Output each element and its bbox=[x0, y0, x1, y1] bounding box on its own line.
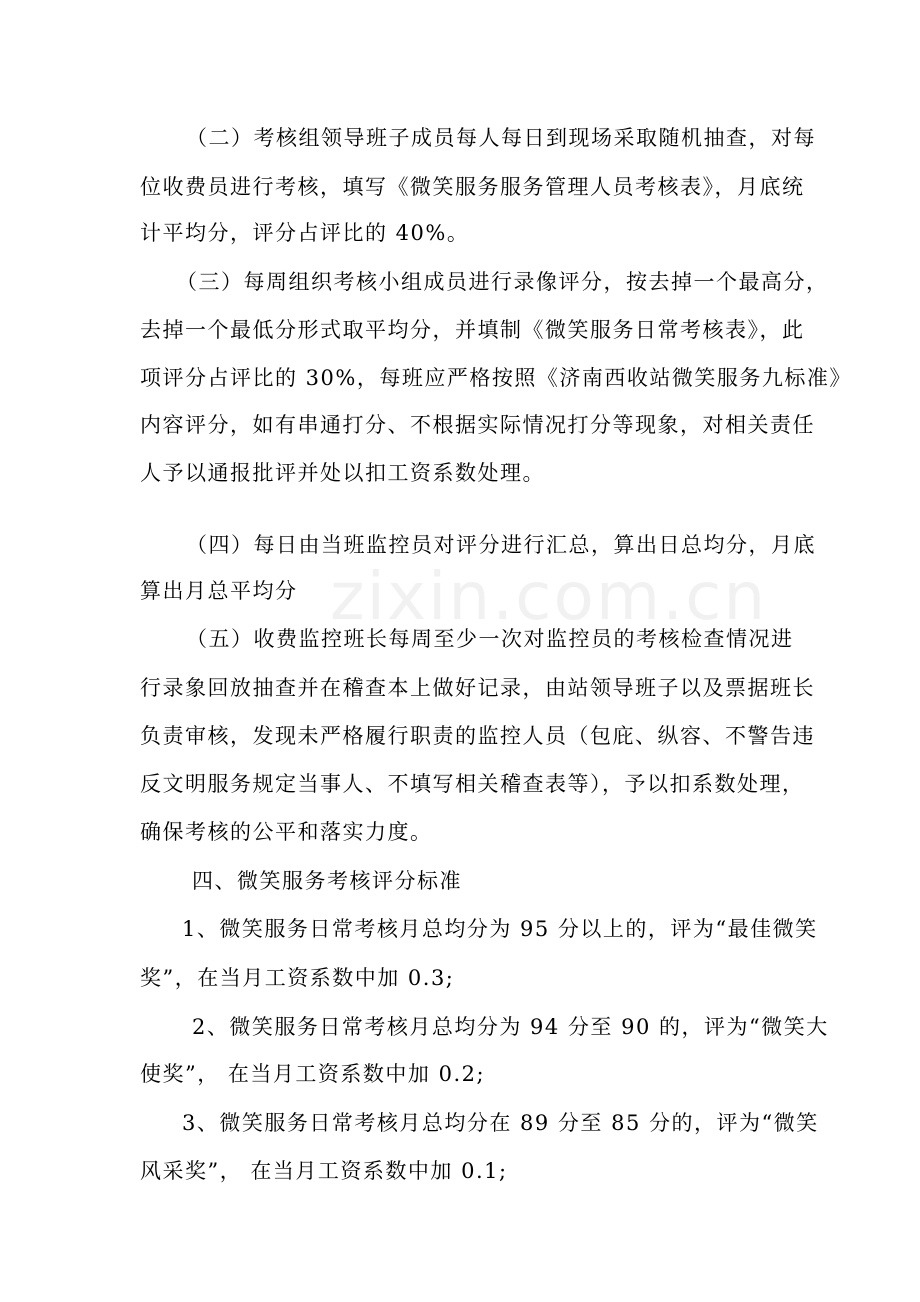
paragraph-5-line-4: 反文明服务规定当事人、不填写相关稽查表等），予以扣系数处理， bbox=[140, 772, 805, 796]
paragraph-4-line-1: （四）每日由当班监控员对评分进行汇总，算出日总均分，月底 bbox=[186, 533, 816, 557]
paragraph-2-line-2: 位收费员进行考核，填写《微笑服务服务管理人员考核表》，月底统 bbox=[140, 175, 805, 199]
criteria-1-line-2: 奖”，在当月工资系数中加 0.3; bbox=[140, 966, 455, 990]
paragraph-5-line-5: 确保考核的公平和落实力度。 bbox=[140, 820, 433, 844]
paragraph-4-line-2: 算出月总平均分 bbox=[140, 579, 298, 603]
criteria-2-line-2: 使奖”， 在当月工资系数中加 0.2; bbox=[140, 1062, 486, 1086]
section-heading: 四、微笑服务考核评分标准 bbox=[192, 869, 462, 893]
criteria-3-line-1: 3、微笑服务日常考核月总均分在 89 分至 85 分的，评为“微笑 bbox=[182, 1111, 819, 1135]
paragraph-3-line-3: 项评分占评比的 30%，每班应严格按照《济南西收站微笑服务九标准》 bbox=[140, 366, 852, 390]
paragraph-2-line-3: 计平均分，评分占评比的 40%。 bbox=[140, 221, 470, 245]
watermark: zixin.com.cn bbox=[330, 558, 768, 635]
paragraph-3-line-2: 去掉一个最低分形式取平均分，并填制《微笑服务日常考核表》，此 bbox=[140, 318, 805, 342]
paragraph-2-line-1: （二）考核组领导班子成员每人每日到现场采取随机抽查，对每 bbox=[186, 126, 816, 150]
paragraph-3-line-4: 内容评分，如有串通打分、不根据实际情况打分等现象，对相关责任 bbox=[140, 413, 815, 437]
paragraph-5-line-1: （五）收费监控班长每周至少一次对监控员的考核检查情况进 bbox=[186, 627, 794, 651]
paragraph-3-line-5: 人予以通报批评并处以扣工资系数处理。 bbox=[140, 461, 545, 485]
paragraph-3-line-1: （三）每周组织考核小组成员进行录像评分，按去掉一个最高分， bbox=[176, 270, 829, 294]
criteria-3-line-2: 风采奖”， 在当月工资系数中加 0.1; bbox=[140, 1159, 508, 1183]
paragraph-5-line-2: 行录象回放抽查并在稽查本上做好记录，由站领导班子以及票据班长 bbox=[140, 676, 815, 700]
criteria-2-line-1: 2、微笑服务日常考核月总均分为 94 分至 90 的，评为“微笑大 bbox=[192, 1015, 829, 1039]
paragraph-5-line-3: 负责审核，发现未严格履行职责的监控人员（包庇、纵容、不警告违 bbox=[140, 724, 815, 748]
criteria-1-line-1: 1、微笑服务日常考核月总均分为 95 分以上的，评为“最佳微笑 bbox=[182, 917, 818, 941]
